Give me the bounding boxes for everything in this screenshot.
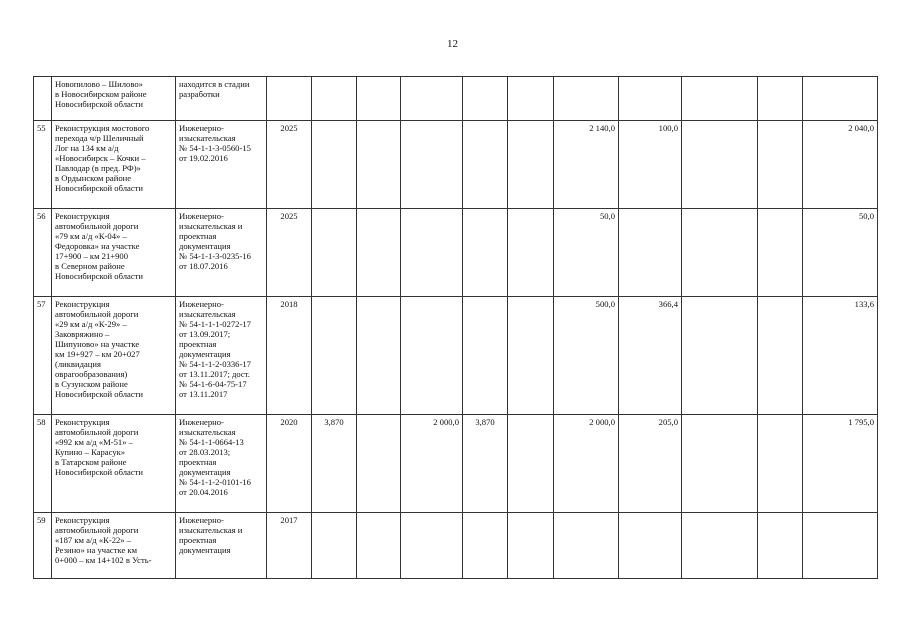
remaining-cell: 133,6	[803, 297, 878, 415]
value-cell	[758, 415, 803, 513]
remaining-cell	[803, 513, 878, 579]
value-cell	[401, 77, 463, 121]
value-cell	[682, 121, 758, 209]
funded-cell	[619, 513, 682, 579]
remaining-cell	[803, 77, 878, 121]
funded-cell: 366,4	[619, 297, 682, 415]
year-cell: 2025	[267, 209, 312, 297]
table-row	[34, 209, 878, 297]
year-cell: 2025	[267, 121, 312, 209]
documentation-cell: Инженерно- изыскательская № 54-1-1-1-0272-17 от 13.09.2017; проектная документация № 54-1-1-2-0336-17 от 13.11.2017; дост. № 54-1-6-04-75-17 от 13.11.2017	[176, 297, 267, 415]
row-number: 55	[34, 121, 52, 209]
object-name-cell: Реконструкция мостового перехода ч/р Шеличный Лог на 134 км а/д «Новосибирск – Кочки – Павлодар (в пред. РФ)» в Ордынском районе Новосибирской области	[52, 121, 176, 209]
length-cell	[312, 77, 357, 121]
total-cost-cell	[554, 77, 619, 121]
row-number: 59	[34, 513, 52, 579]
value-cell: 2 000,0	[401, 415, 463, 513]
value-cell	[508, 77, 554, 121]
length-cell	[312, 209, 357, 297]
year-cell: 2020	[267, 415, 312, 513]
year-cell	[267, 77, 312, 121]
total-cost-cell: 2 140,0	[554, 121, 619, 209]
value-cell	[357, 415, 401, 513]
funded-cell: 100,0	[619, 121, 682, 209]
value-cell	[508, 415, 554, 513]
value-cell	[508, 121, 554, 209]
value-cell	[758, 209, 803, 297]
length-cell: 3,870	[463, 415, 508, 513]
value-cell	[758, 121, 803, 209]
value-cell	[508, 209, 554, 297]
value-cell	[357, 297, 401, 415]
value-cell	[682, 297, 758, 415]
total-cost-cell: 50,0	[554, 209, 619, 297]
object-name-cell: Новопилово – Шилово» в Новосибирском районе Новосибирской области	[52, 77, 176, 121]
funded-cell	[619, 77, 682, 121]
documentation-cell: Инженерно- изыскательская и проектная документация	[176, 513, 267, 579]
value-cell	[682, 209, 758, 297]
table-row	[34, 513, 878, 579]
value-cell	[758, 513, 803, 579]
object-name-cell: Реконструкция автомобильной дороги «187 км а/д «К-22» – Резино» на участке км 0+000 – км 14+102 в Усть-	[52, 513, 176, 579]
table-row	[34, 121, 878, 209]
value-cell	[401, 297, 463, 415]
value-cell	[401, 513, 463, 579]
remaining-cell: 50,0	[803, 209, 878, 297]
value-cell	[682, 77, 758, 121]
length-cell	[463, 121, 508, 209]
value-cell	[401, 209, 463, 297]
length-cell	[463, 77, 508, 121]
table-row	[34, 77, 878, 121]
documentation-cell: Инженерно- изыскательская № 54-1-1-3-0560-15 от 19.02.2016	[176, 121, 267, 209]
value-cell	[508, 513, 554, 579]
documentation-cell: находится в стадии разработки	[176, 77, 267, 121]
length-cell: 3,870	[312, 415, 357, 513]
documentation-cell: Инженерно- изыскательская и проектная документация № 54-1-1-3-0235-16 от 18.07.2016	[176, 209, 267, 297]
year-cell: 2018	[267, 297, 312, 415]
value-cell	[357, 121, 401, 209]
table-row	[34, 415, 878, 513]
total-cost-cell	[554, 513, 619, 579]
value-cell	[401, 121, 463, 209]
value-cell	[357, 209, 401, 297]
table-row	[34, 297, 878, 415]
length-cell	[463, 297, 508, 415]
row-number: 58	[34, 415, 52, 513]
remaining-cell: 2 040,0	[803, 121, 878, 209]
total-cost-cell: 2 000,0	[554, 415, 619, 513]
value-cell	[758, 297, 803, 415]
value-cell	[682, 513, 758, 579]
funded-cell	[619, 209, 682, 297]
construction-projects-table	[33, 76, 878, 579]
length-cell	[312, 297, 357, 415]
remaining-cell: 1 795,0	[803, 415, 878, 513]
length-cell	[463, 209, 508, 297]
length-cell	[312, 513, 357, 579]
funded-cell: 205,0	[619, 415, 682, 513]
object-name-cell: Реконструкция автомобильной дороги «79 км а/д «К-04» – Федоровка» на участке 17+900 – км 21+900 в Северном районе Новосибирской области	[52, 209, 176, 297]
documentation-cell: Инженерно- изыскательская № 54-1-1-0664-13 от 28.03.2013; проектная документация № 54-1-1-2-0101-16 от 20.04.2016	[176, 415, 267, 513]
total-cost-cell: 500,0	[554, 297, 619, 415]
value-cell	[682, 415, 758, 513]
value-cell	[758, 77, 803, 121]
row-number	[34, 77, 52, 121]
length-cell	[312, 121, 357, 209]
value-cell	[508, 297, 554, 415]
length-cell	[463, 513, 508, 579]
value-cell	[357, 77, 401, 121]
object-name-cell: Реконструкция автомобильной дороги «29 км а/д «К-29» – Заковряжино – Шипуново» на участке км 19+927 – км 20+027 (ликвидация оврагообразования) в Сузунском районе Новосибирской области	[52, 297, 176, 415]
row-number: 57	[34, 297, 52, 415]
object-name-cell: Реконструкция автомобильной дороги «992 км а/д «М-51» – Купино – Карасук» в Татарском районе Новосибирской области	[52, 415, 176, 513]
row-number: 56	[34, 209, 52, 297]
page-number: 12	[447, 38, 458, 50]
year-cell: 2017	[267, 513, 312, 579]
value-cell	[357, 513, 401, 579]
